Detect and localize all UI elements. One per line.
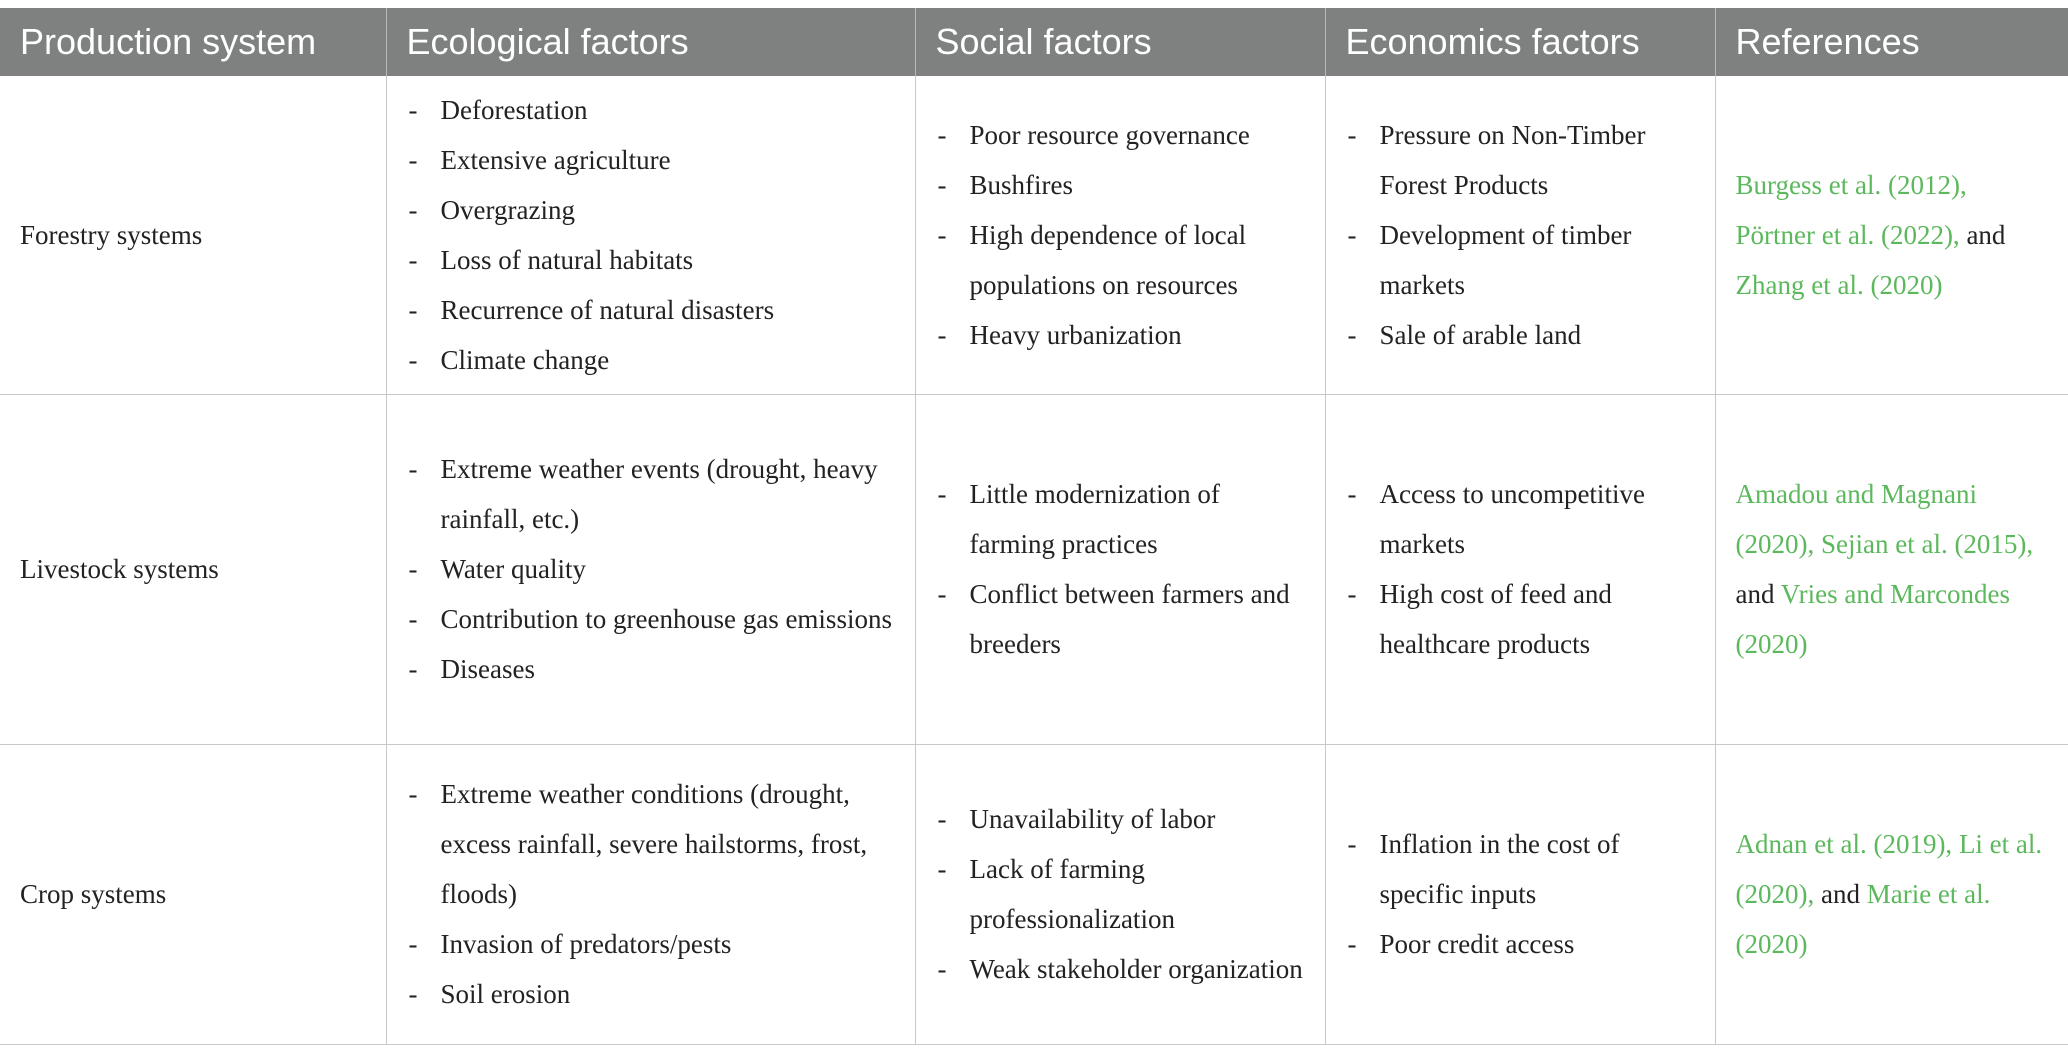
table-header	[0, 8, 2068, 76]
economic-factor-item-text: Pressure on Non-Timber Forest Products	[1379, 119, 1646, 200]
social-factor-item	[936, 210, 1305, 310]
social-factor-item	[936, 110, 1305, 160]
ecological-factor-item	[407, 594, 895, 644]
economic-factors-cell	[1325, 394, 1715, 744]
bullet-dash: -	[408, 194, 418, 225]
bullet-dash: -	[937, 219, 947, 250]
ecological-factor-list	[407, 444, 895, 694]
header-production-system: Production system	[0, 8, 386, 76]
social-factor-list	[936, 110, 1305, 360]
reference-link[interactable]: Vries and Marcondes (2020)	[1735, 579, 2011, 659]
bullet-dash: -	[1347, 579, 1357, 609]
ecological-factor-item	[407, 544, 895, 594]
social-factors-cell	[915, 744, 1325, 1044]
ecological-factor-item-text: Contribution to greenhouse gas emissions	[440, 604, 892, 634]
ecological-factor-item	[407, 135, 895, 185]
social-factor-item	[936, 844, 1305, 944]
bullet-dash: -	[937, 169, 947, 200]
social-factor-item-text: High dependence of local populations on resources	[969, 219, 1247, 300]
reference-link[interactable]: Sejian et al. (2015),	[1820, 529, 2034, 559]
economic-factor-item	[1346, 110, 1695, 210]
social-factor-item-text: Weak stakeholder organization	[969, 954, 1303, 984]
production-system-label: Crop systems	[20, 879, 167, 909]
reference-link[interactable]: Li et al. (2020),	[1735, 829, 2043, 909]
bullet-dash: -	[1347, 929, 1357, 959]
bullet-dash: -	[408, 979, 418, 1009]
ecological-factor-list	[407, 85, 895, 385]
bullet-dash: -	[1347, 479, 1357, 509]
social-factor-item-text: Unavailability of labor	[969, 804, 1216, 834]
ecological-factor-item-text: Overgrazing	[440, 194, 575, 225]
economic-factor-item-text: Poor credit access	[1379, 929, 1575, 959]
header-ecological-factors: Ecological factors	[386, 8, 915, 76]
bullet-dash: -	[937, 319, 947, 350]
bullet-dash: -	[1347, 119, 1357, 150]
table-row	[0, 744, 2068, 1044]
bullet-dash: -	[408, 929, 418, 959]
ecological-factor-item-text: Soil erosion	[440, 979, 571, 1009]
production-system-cell	[0, 744, 386, 1044]
ecological-factor-item	[407, 285, 895, 335]
references-cell	[1715, 76, 2068, 394]
ecological-factors-cell	[386, 76, 915, 394]
bullet-dash: -	[408, 654, 418, 684]
ecological-factor-item-text: Loss of natural habitats	[440, 244, 694, 275]
bullet-dash: -	[937, 579, 947, 609]
bullet-dash: -	[408, 344, 418, 375]
ecological-factor-item-text: Recurrence of natural disasters	[440, 294, 775, 325]
bullet-dash: -	[408, 244, 418, 275]
reference-text	[1814, 529, 1821, 559]
bullet-dash: -	[408, 94, 418, 125]
table-body	[0, 76, 2068, 1044]
ecological-factor-item-text: Deforestation	[440, 94, 588, 125]
ecological-factor-item	[407, 969, 895, 1019]
ecological-factor-item-text: Climate change	[440, 344, 610, 375]
economic-factor-item	[1346, 819, 1695, 919]
social-factor-item	[936, 160, 1305, 210]
bullet-dash: -	[937, 954, 947, 984]
economic-factor-item	[1346, 310, 1695, 360]
ecological-factor-list	[407, 769, 895, 1019]
reference-link[interactable]: Amadou and Magnani (2020),	[1735, 479, 1977, 559]
ecological-factor-item	[407, 919, 895, 969]
reference-link[interactable]: Marie et al. (2020)	[1735, 879, 1991, 959]
bullet-dash: -	[408, 454, 418, 484]
ecological-factor-item	[407, 185, 895, 235]
social-factor-list	[936, 469, 1305, 669]
header-economics-factors: Economics factors	[1325, 8, 1715, 76]
economic-factor-item-text: Sale of arable land	[1379, 319, 1582, 350]
economic-factor-item	[1346, 469, 1695, 569]
social-factor-item-text: Conflict between farmers and breeders	[969, 579, 1290, 659]
economic-factors-cell	[1325, 744, 1715, 1044]
bullet-dash: -	[1347, 219, 1357, 250]
ecological-factor-item-text: Invasion of predators/pests	[440, 929, 732, 959]
social-factor-item	[936, 569, 1305, 669]
social-factors-cell	[915, 394, 1325, 744]
ecological-factor-item	[407, 769, 895, 919]
reference-link[interactable]: Zhang et al. (2020)	[1735, 269, 1943, 300]
social-factor-item-text: Poor resource governance	[969, 119, 1250, 150]
social-factor-item	[936, 469, 1305, 569]
production-system-cell	[0, 394, 386, 744]
economic-factor-list	[1346, 819, 1695, 969]
ecological-factor-item	[407, 644, 895, 694]
ecological-factor-item	[407, 85, 895, 135]
ecological-factors-cell	[386, 394, 915, 744]
bullet-dash: -	[408, 294, 418, 325]
ecological-factor-item	[407, 235, 895, 285]
references-cell	[1715, 394, 2068, 744]
bullet-dash: -	[937, 804, 947, 834]
header-references: References	[1715, 8, 2068, 76]
social-factor-item	[936, 944, 1305, 994]
economic-factor-item-text: Inflation in the cost of specific inputs	[1379, 829, 1620, 909]
reference-text: and	[1814, 879, 1867, 909]
bullet-dash: -	[408, 604, 418, 634]
ecological-factor-item-text: Extensive agriculture	[440, 144, 671, 175]
ecological-factor-item-text: Extreme weather conditions (drought, excess rainfall, severe hailstorms, frost, floods)	[440, 779, 868, 909]
bullet-dash: -	[408, 554, 418, 584]
bullet-dash: -	[937, 479, 947, 509]
social-factor-list	[936, 794, 1305, 994]
social-factor-item	[936, 310, 1305, 360]
economic-factor-item	[1346, 569, 1695, 669]
social-factors-cell	[915, 76, 1325, 394]
header-row	[0, 8, 2068, 76]
ecological-factor-item	[407, 444, 895, 544]
reference-text: and	[1959, 219, 2006, 250]
references-cell	[1715, 744, 2068, 1044]
economic-factor-item-text: Access to uncompetitive markets	[1379, 479, 1645, 559]
production-system-label: Livestock systems	[20, 554, 219, 584]
economic-factor-item	[1346, 210, 1695, 310]
factors-table-container	[0, 8, 2068, 1045]
ecological-factors-cell	[386, 744, 915, 1044]
social-factor-item-text: Lack of farming professionalization	[969, 854, 1175, 934]
economic-factors-cell	[1325, 76, 1715, 394]
table-row	[0, 76, 2068, 394]
reference-link[interactable]: Adnan et al. (2019),	[1735, 829, 1953, 859]
ecological-factor-item-text: Water quality	[440, 554, 587, 584]
reference-text: and	[1735, 579, 1781, 609]
table-row	[0, 394, 2068, 744]
economic-factor-item	[1346, 919, 1695, 969]
economic-factor-list	[1346, 110, 1695, 360]
production-system-cell	[0, 76, 386, 394]
bullet-dash: -	[937, 854, 947, 884]
bullet-dash: -	[1347, 319, 1357, 350]
reference-text	[1952, 829, 1959, 859]
header-social-factors: Social factors	[915, 8, 1325, 76]
reference-link[interactable]: Burgess et al. (2012),	[1735, 169, 1967, 200]
ecological-factor-item	[407, 335, 895, 385]
bullet-dash: -	[408, 144, 418, 175]
bullet-dash: -	[937, 119, 947, 150]
factors-table	[0, 8, 2068, 1045]
social-factor-item-text: Little modernization of farming practices	[969, 479, 1220, 559]
production-system-label: Forestry systems	[20, 219, 203, 250]
bullet-dash: -	[1347, 829, 1357, 859]
ecological-factor-item-text: Diseases	[440, 654, 535, 684]
economic-factor-item-text: Development of timber markets	[1379, 219, 1632, 300]
economic-factor-list	[1346, 469, 1695, 669]
bullet-dash: -	[408, 779, 418, 809]
reference-link[interactable]: Pörtner et al. (2022),	[1735, 219, 1960, 250]
social-factor-item	[936, 794, 1305, 844]
social-factor-item-text: Bushfires	[969, 169, 1073, 200]
economic-factor-item-text: High cost of feed and healthcare products	[1379, 579, 1612, 659]
social-factor-item-text: Heavy urbanization	[969, 319, 1182, 350]
ecological-factor-item-text: Extreme weather events (drought, heavy rainfall, etc.)	[440, 454, 878, 534]
